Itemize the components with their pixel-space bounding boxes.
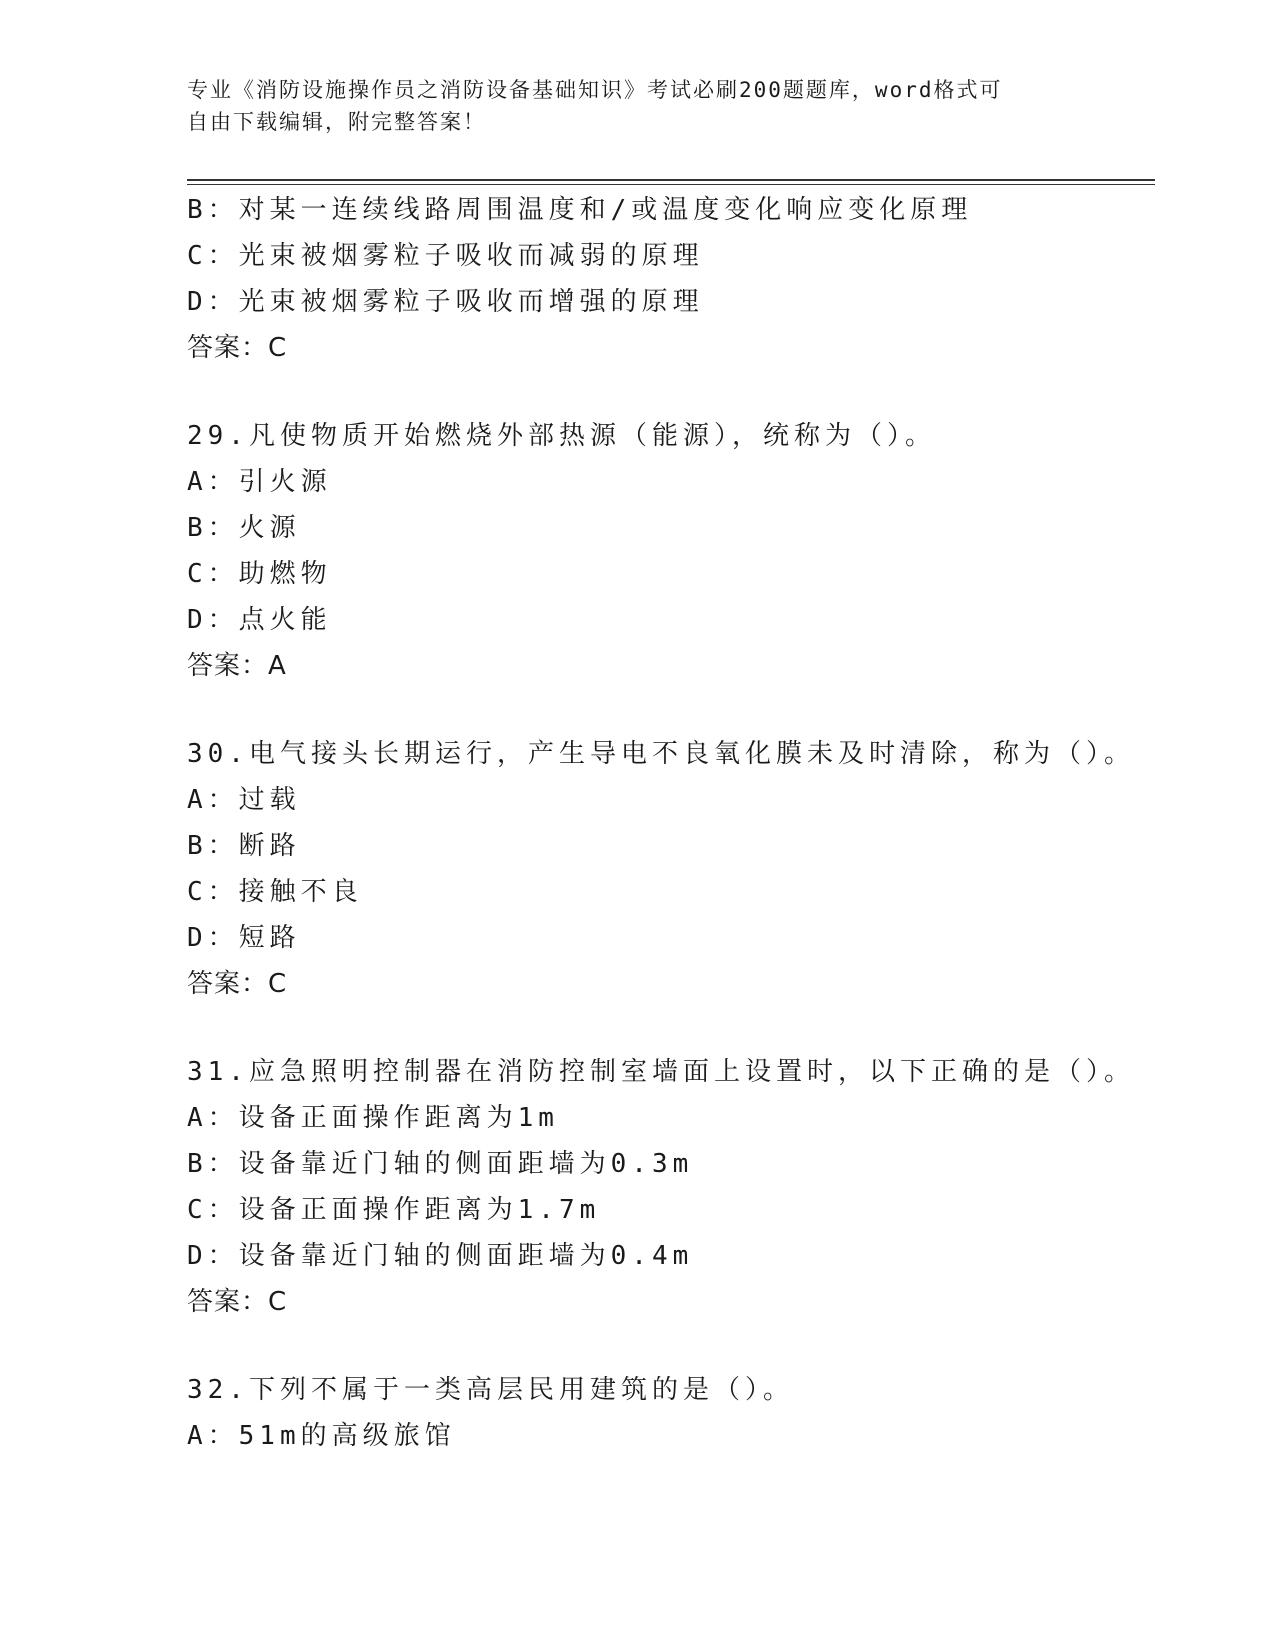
header-line-1: 专业《消防设施操作员之消防设备基础知识》考试必刷200题题库，word格式可 [187, 78, 1003, 102]
question-title: 32.下列不属于一类高层民用建筑的是（）。 [187, 1375, 794, 1405]
option-c: C：接触不良 [187, 877, 363, 907]
question-32 [187, 1367, 1155, 1459]
option-d: D：点火能 [187, 605, 332, 635]
option-a: A：引火源 [187, 467, 332, 497]
question-list [187, 187, 1155, 1459]
question-29 [187, 413, 1155, 689]
question-title: 30.电气接头长期运行，产生导电不良氧化膜未及时清除，称为（）。 [187, 739, 1135, 769]
header-line-2: 自由下载编辑，附完整答案！ [187, 110, 486, 134]
option-b: B：火源 [187, 513, 301, 543]
header-divider-thin [187, 184, 1155, 185]
question-31 [187, 1049, 1155, 1325]
answer: 答案：A [187, 651, 287, 681]
option-c: C：设备正面操作距离为1.7m [187, 1195, 601, 1225]
header-divider-thick [187, 179, 1155, 181]
option-a: A：51m的高级旅馆 [187, 1421, 456, 1451]
question-title: 31.应急照明控制器在消防控制室墙面上设置时，以下正确的是（）。 [187, 1057, 1135, 1087]
option-c: C：助燃物 [187, 559, 332, 589]
option-a: A：过载 [187, 785, 301, 815]
option-c: C：光束被烟雾粒子吸收而减弱的原理 [187, 241, 704, 271]
option-d: D：光束被烟雾粒子吸收而增强的原理 [187, 287, 704, 317]
option-b: B：断路 [187, 831, 301, 861]
document-header [187, 74, 1067, 138]
option-a: A：设备正面操作距离为1m [187, 1103, 559, 1133]
option-b: B：对某一连续线路周围温度和/或温度变化响应变化原理 [187, 195, 973, 225]
option-b: B：设备靠近门轴的侧面距墙为0.3m [187, 1149, 694, 1179]
question-28-continued [187, 187, 1155, 371]
answer: 答案：C [187, 1287, 288, 1317]
answer: 答案：C [187, 969, 288, 999]
question-title: 29.凡使物质开始燃烧外部热源（能源），统称为（）。 [187, 421, 936, 451]
question-30 [187, 731, 1155, 1007]
answer: 答案：C [187, 333, 288, 363]
option-d: D：设备靠近门轴的侧面距墙为0.4m [187, 1241, 694, 1271]
option-d: D：短路 [187, 923, 301, 953]
